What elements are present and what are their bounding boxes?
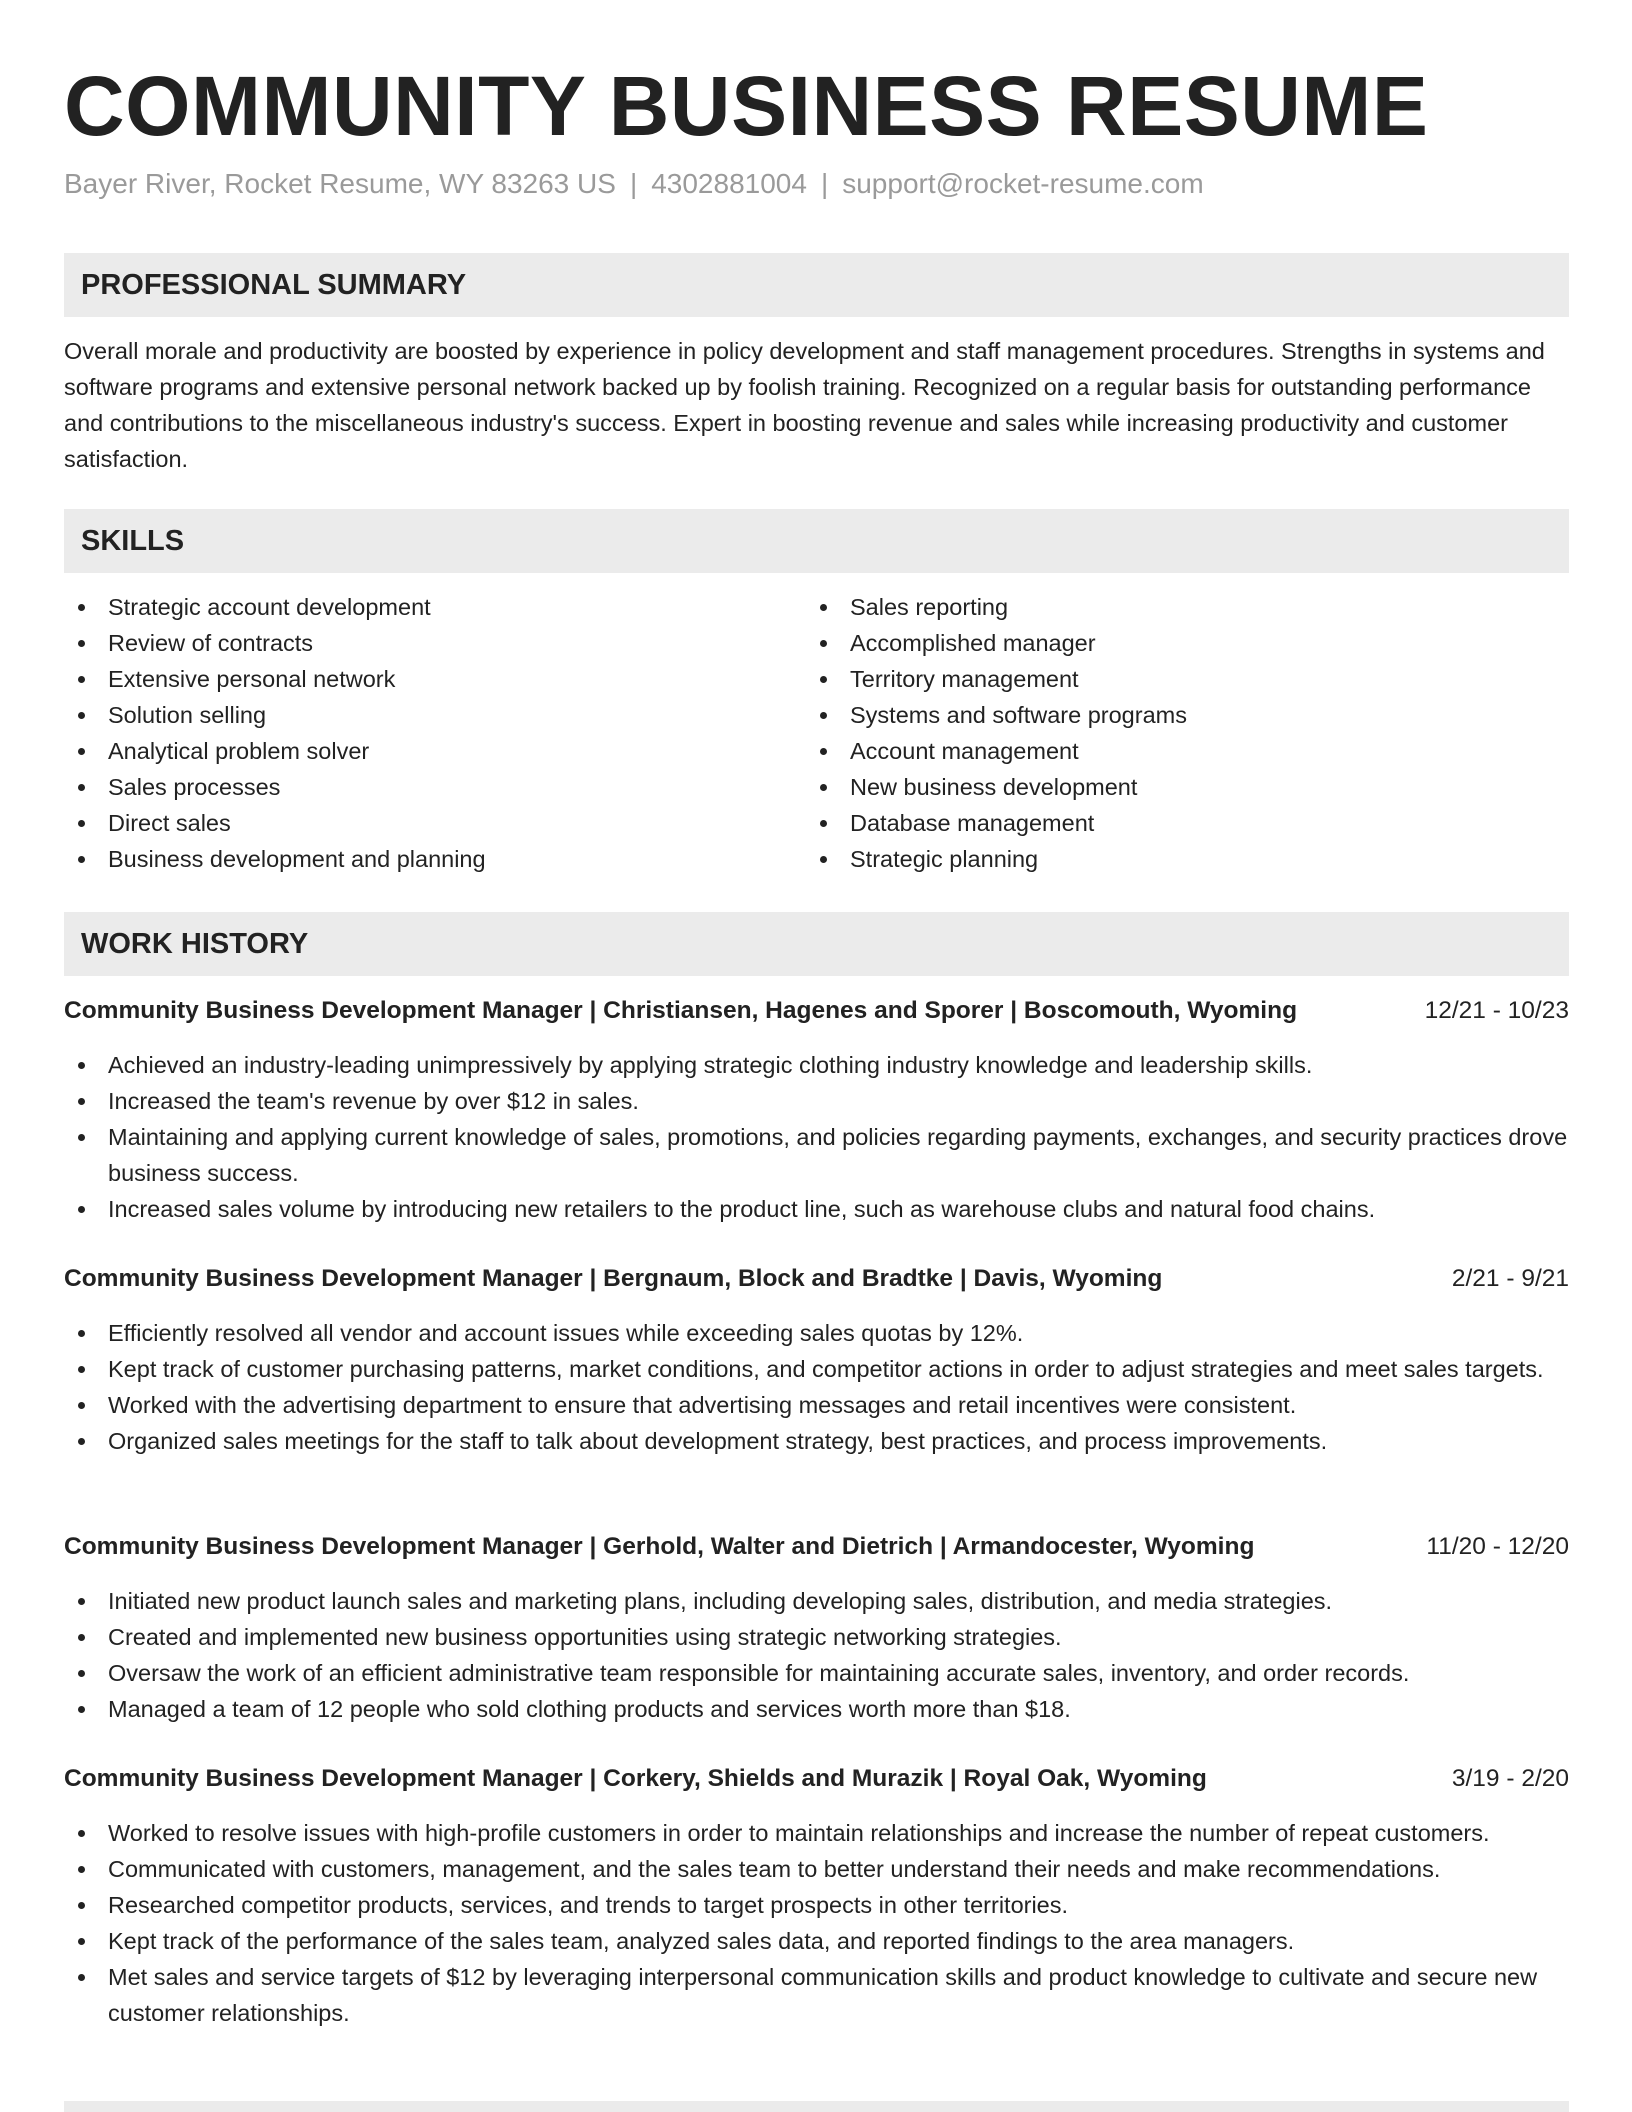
- job-bullet: Researched competitor products, services, and trends to target prospects in other territories.: [64, 1887, 1569, 1923]
- job-bullets: [64, 1047, 1569, 1227]
- job-bullet: Kept track of customer purchasing patterns, market conditions, and competitor actions in order to adjust strategies and meet sales targets.: [64, 1351, 1569, 1387]
- contact-email: support@rocket-resume.com: [842, 168, 1204, 199]
- job-dates: 2/21 - 9/21: [1451, 1265, 1569, 1292]
- job-bullet: Communicated with customers, management, and the sales team to better understand their needs and make recommendations.: [64, 1851, 1569, 1887]
- job-bullet: Kept track of the performance of the sales team, analyzed sales data, and reported findings to the area managers.: [64, 1923, 1569, 1959]
- job-bullets: [64, 1583, 1569, 1727]
- skill-item: Analytical problem solver: [64, 733, 486, 769]
- job-bullet: Oversaw the work of an efficient administrative team responsible for maintaining accurate sales, inventory, and order records.: [64, 1655, 1569, 1691]
- job-title: Community Business Development Manager | Gerhold, Walter and Dietrich | Armandocester, Wyoming: [64, 1533, 1255, 1560]
- job-bullet: Worked to resolve issues with high-profile customers in order to maintain relationships and increase the number of repeat customers.: [64, 1815, 1569, 1851]
- skill-item: Review of contracts: [64, 625, 486, 661]
- skills-list-left: [64, 589, 486, 877]
- job-bullet: Worked with the advertising department to ensure that advertising messages and retail incentives were consistent.: [64, 1387, 1569, 1423]
- skill-item: Business development and planning: [64, 841, 486, 877]
- job-bullets: [64, 1815, 1569, 2031]
- contact-separator: |: [820, 168, 829, 199]
- skill-item: Account management: [806, 733, 1187, 769]
- job-bullet: Maintaining and applying current knowledge of sales, promotions, and policies regarding payments, exchanges, and security practices drove business success.: [64, 1119, 1569, 1191]
- job-header: [64, 993, 1569, 1029]
- job-bullets: [64, 1315, 1569, 1459]
- work-heading: WORK HISTORY: [81, 928, 309, 960]
- job-dates: 3/19 - 2/20: [1451, 1765, 1569, 1792]
- skill-item: New business development: [806, 769, 1187, 805]
- skill-item: Extensive personal network: [64, 661, 486, 697]
- contact-line: [64, 166, 1204, 202]
- skill-item: Strategic planning: [806, 841, 1187, 877]
- skill-item: Strategic account development: [64, 589, 486, 625]
- skills-section-header: [64, 509, 1569, 573]
- job-bullet: Increased sales volume by introducing new retailers to the product line, such as warehouse clubs and natural food chains.: [64, 1191, 1569, 1227]
- skills-list-right: [806, 589, 1187, 877]
- skill-item: Database management: [806, 805, 1187, 841]
- contact-phone: 4302881004: [651, 168, 807, 199]
- summary-text: Overall morale and productivity are boosted by experience in policy development and staff management procedures. Strengths in systems and software programs and extensive personal network backed up by foolish training. Recognized on a regular basis for outstanding performance and contributions to the miscellaneous industry's success. Expert in boosting revenue and sales while increasing productivity and customer satisfaction.: [64, 338, 1545, 472]
- skill-item: Territory management: [806, 661, 1187, 697]
- job-bullet: Met sales and service targets of $12 by leveraging interpersonal communication skills and product knowledge to cultivate and secure new customer relationships.: [64, 1959, 1569, 2031]
- job-header: [64, 1529, 1569, 1565]
- job-bullet: Initiated new product launch sales and marketing plans, including developing sales, distribution, and media strategies.: [64, 1583, 1569, 1619]
- skill-item: Sales reporting: [806, 589, 1187, 625]
- skill-item: Systems and software programs: [806, 697, 1187, 733]
- job-bullet: Organized sales meetings for the staff to talk about development strategy, best practices, and process improvements.: [64, 1423, 1569, 1459]
- skill-item: Sales processes: [64, 769, 486, 805]
- contact-separator: |: [629, 168, 638, 199]
- job-bullet: Managed a team of 12 people who sold clothing products and services worth more than $18.: [64, 1691, 1569, 1727]
- job-header: [64, 1261, 1569, 1297]
- job-bullet: Efficiently resolved all vendor and account issues while exceeding sales quotas by 12%.: [64, 1315, 1569, 1351]
- job-dates: 12/21 - 10/23: [1424, 997, 1569, 1024]
- job-title: Community Business Development Manager | Corkery, Shields and Murazik | Royal Oak, Wyoming: [64, 1765, 1207, 1792]
- job-dates: 11/20 - 12/20: [1426, 1533, 1569, 1560]
- skills-heading: SKILLS: [81, 525, 185, 557]
- contact-address: Bayer River, Rocket Resume, WY 83263 US: [64, 168, 616, 199]
- job-bullet: Achieved an industry-leading unimpressively by applying strategic clothing industry knowledge and leadership skills.: [64, 1047, 1569, 1083]
- summary-section-header: [64, 253, 1569, 317]
- skill-item: Accomplished manager: [806, 625, 1187, 661]
- job-bullet: Created and implemented new business opportunities using strategic networking strategies.: [64, 1619, 1569, 1655]
- skill-item: Solution selling: [64, 697, 486, 733]
- job-header: [64, 1761, 1569, 1797]
- resume-title: COMMUNITY BUSINESS RESUME: [64, 59, 1429, 153]
- job-bullet: Increased the team's revenue by over $12 in sales.: [64, 1083, 1569, 1119]
- summary-heading: PROFESSIONAL SUMMARY: [81, 269, 467, 301]
- next-section-header: [64, 2101, 1569, 2112]
- work-section-header: [64, 912, 1569, 976]
- skill-item: Direct sales: [64, 805, 486, 841]
- job-title: Community Business Development Manager | Christiansen, Hagenes and Sporer | Boscomouth, Wyoming: [64, 997, 1298, 1024]
- job-title: Community Business Development Manager | Bergnaum, Block and Bradtke | Davis, Wyoming: [64, 1265, 1163, 1292]
